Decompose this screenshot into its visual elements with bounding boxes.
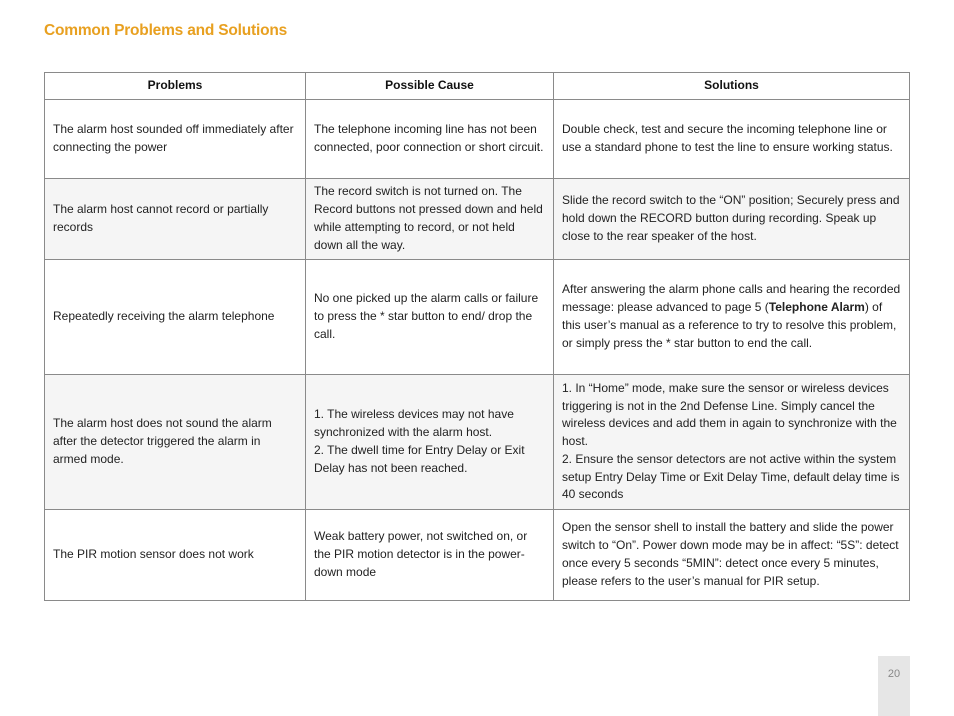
header-solutions: Solutions [554, 73, 910, 100]
problem-cell: The alarm host cannot record or partially records [45, 179, 306, 260]
cause-cell: Weak battery power, not switched on, or the PIR motion detector is in the power-down mode [306, 510, 554, 601]
solution-text-a: After answering the alarm phone calls and hearing the recorded message: please advanced to page 5 ( [562, 282, 901, 315]
table-row [45, 179, 910, 260]
problem-cell: The alarm host sounded off immediately after connecting the power [45, 100, 306, 179]
problems-table [44, 72, 910, 601]
solution-cell: Double check, test and secure the incoming telephone line or use a standard phone to test the line to ensure working status. [554, 100, 910, 179]
problem-cell: The alarm host does not sound the alarm after the detector triggered the alarm in armed mode. [45, 375, 306, 510]
table-header-row [45, 73, 910, 100]
solution-text-b: ) of this user’s manual as a reference to try to resolve this problem, or simply press the * star button to end the call. [562, 300, 897, 350]
cause-cell: The record switch is not turned on. The Record buttons not pressed down and held while attempting to record, or not held down all the way. [306, 179, 554, 260]
problem-cell: The PIR motion sensor does not work [45, 510, 306, 601]
cause-item-1: 1. The wireless devices may not have synchronized with the alarm host. [314, 407, 514, 440]
table-row [45, 510, 910, 601]
cause-item-2: 2. The dwell time for Entry Delay or Exit Delay has not been reached. [314, 443, 525, 475]
solution-item-2: 2. Ensure the sensor detectors are not active within the system setup Entry Delay Time or Exit Delay Time, default delay time is 40 seconds [562, 451, 900, 502]
header-problems: Problems [45, 73, 306, 100]
solution-bold-ref: Telephone Alarm [768, 300, 865, 315]
header-possible-cause: Possible Cause [306, 73, 554, 100]
table-row [45, 100, 910, 179]
solution-cell [554, 375, 910, 510]
cause-cell [306, 375, 554, 510]
page-number: 20 [887, 668, 901, 680]
solution-item-1: 1. In “Home” mode, make sure the sensor or wireless devices triggering is not in the 2nd Defense Line. Simply cancel the wireless devices and add them in again to synchronize with the host. [562, 380, 897, 449]
cause-cell: The telephone incoming line has not been connected, poor connection or short circuit. [306, 100, 554, 179]
table-row [45, 260, 910, 375]
table-row [45, 375, 910, 510]
page-title: Common Problems and Solutions [44, 22, 288, 39]
cause-cell: No one picked up the alarm calls or failure to press the * star button to end/ drop the call. [306, 260, 554, 375]
solution-cell: Slide the record switch to the “ON” position; Securely press and hold down the RECORD button during recording. Speak up close to the rear speaker of the host. [554, 179, 910, 260]
page-number-box [878, 656, 910, 716]
solution-cell [554, 260, 910, 375]
solution-cell: Open the sensor shell to install the battery and slide the power switch to “On”. Power down mode may be in affect: “5S”: detect once every 5 seconds “5MIN”: detect once every 5 minutes, please refers to the user’s manual for PIR setup. [554, 510, 910, 601]
problem-cell: Repeatedly receiving the alarm telephone [45, 260, 306, 375]
